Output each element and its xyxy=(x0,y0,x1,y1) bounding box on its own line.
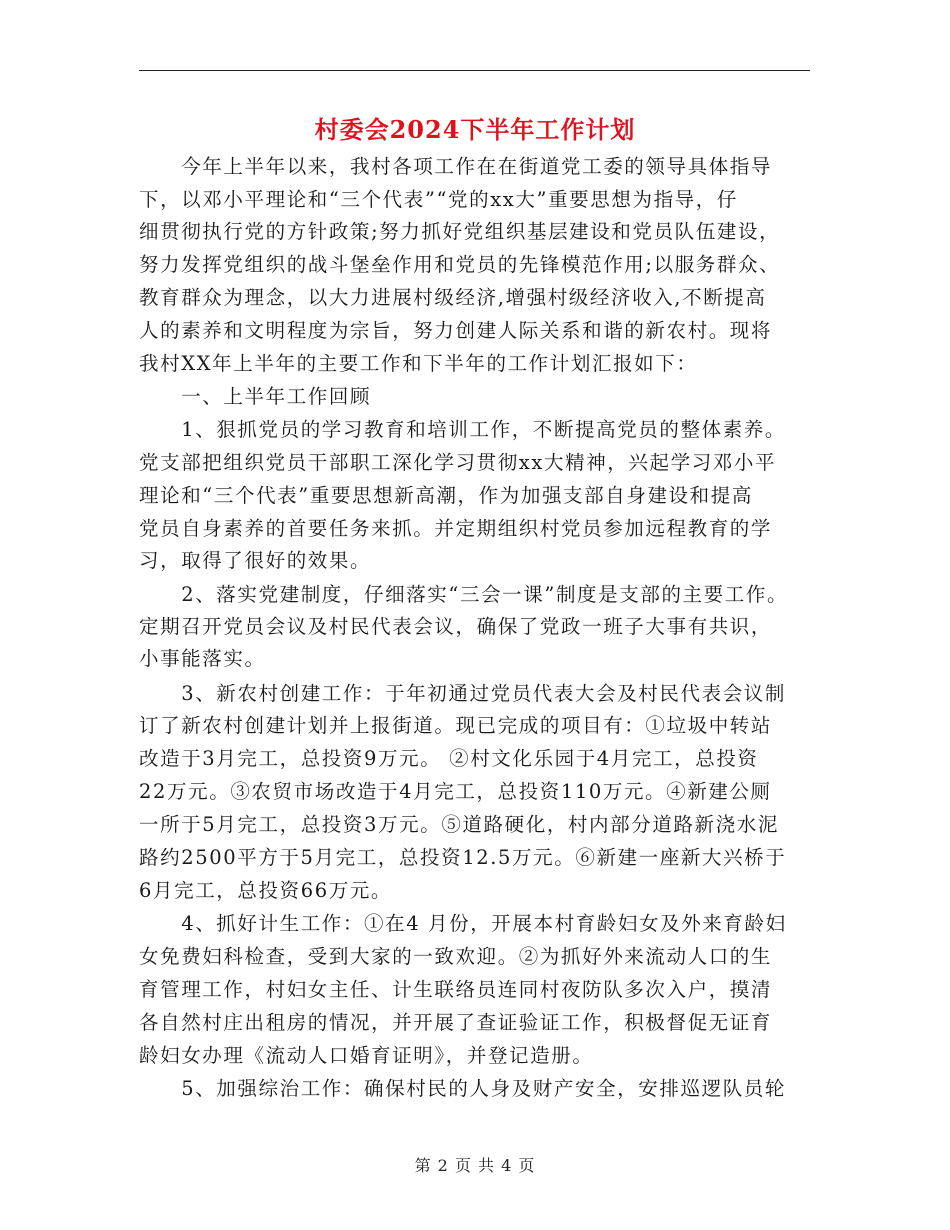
body-line: 1、狠抓党员的学习教育和培训工作，不断提高党员的整体素养。 xyxy=(139,418,787,441)
body-line: 女免费妇科检查，受到大家的一致欢迎。②为抓好外来流动人口的生 xyxy=(139,945,773,968)
body-line: 22万元。③农贸市场改造于4月完工，总投资110万元。④新建公厕 xyxy=(139,780,772,803)
body-line: 党员自身素养的首要任务来抓。并定期组织村党员参加远程教育的学 xyxy=(139,517,773,540)
body-line: 2、落实党建制度，仔细落实“三会一课”制度是支部的主要工作。 xyxy=(139,583,789,606)
body-line: 小事能落实。 xyxy=(139,647,266,670)
body-line: 我村XX年上半年的主要工作和下半年的工作计划汇报如下： xyxy=(139,352,698,375)
body-line: 一所于5月完工，总投资3万元。⑤道路硬化，村内部分道路新浇水泥 xyxy=(139,813,779,836)
body-line: 订了新农村创建计划并上报街道。现已完成的项目有：①垃圾中转站 xyxy=(139,714,773,737)
body-line: 各自然村庄出租房的情况，并开展了查证验证工作，积极督促无证育 xyxy=(139,1011,773,1034)
body-line: 5、加强综治工作：确保村民的人身及财产安全，安排巡逻队员轮 xyxy=(139,1077,787,1100)
body-line: 人的素养和文明程度为宗旨，努力创建人际关系和谐的新农村。现将 xyxy=(139,319,773,342)
body-line: 教育群众为理念，以大力进展村级经济,增强村级经济收入,不断提高 xyxy=(139,286,767,309)
body-line: 党支部把组织党员干部职工深化学习贯彻xx大精神，兴起学习邓小平 xyxy=(139,451,777,474)
body-line: 4、抓好计生工作：①在4 月份，开展本村育龄妇女及外来育龄妇 xyxy=(139,912,787,935)
body-line: 育管理工作，村妇女主任、计生联络员连同村夜防队多次入户，摸清 xyxy=(139,978,773,1001)
section-heading: 一、上半年工作回顾 xyxy=(139,385,372,408)
body-line: 龄妇女办理《流动人口婚育证明》，并登记造册。 xyxy=(139,1044,594,1067)
body-line: 努力发挥党组织的战斗堡垒作用和党员的先锋模范作用;以服务群众、 xyxy=(139,253,781,276)
page-number-footer: 第 2 页 共 4 页 xyxy=(414,1156,536,1175)
body-line: 今年上半年以来，我村各项工作在在街道党工委的领导具体指导 xyxy=(139,155,773,178)
document-title: 村委会2024下半年工作计划 xyxy=(314,115,636,144)
body-line: 细贯彻执行党的方针政策;努力抓好党组织基层建设和党员队伍建设， xyxy=(139,220,781,243)
body-line: 下，以邓小平理论和“三个代表”“党的xx大”重要思想为指导，仔 xyxy=(139,188,738,211)
body-line: 定期召开党员会议及村民代表会议，确保了党政一班子大事有共识， xyxy=(139,615,773,638)
header-rule xyxy=(139,70,810,71)
body-line: 习，取得了很好的效果。 xyxy=(139,549,372,572)
body-line: 路约2500平方于5月完工，总投资12.5万元。⑥新建一座新大兴桥于 xyxy=(139,846,787,869)
body-line: 3、新农村创建工作：于年初通过党员代表大会及村民代表会议制 xyxy=(139,682,787,705)
body-line: 理论和“三个代表”重要思想新高潮，作为加强支部自身建设和提高 xyxy=(139,484,753,507)
body-line: 改造于3月完工，总投资9万元。 ②村文化乐园于4月完工，总投资 xyxy=(139,747,759,770)
body-line: 6月完工，总投资66万元。 xyxy=(139,879,393,902)
